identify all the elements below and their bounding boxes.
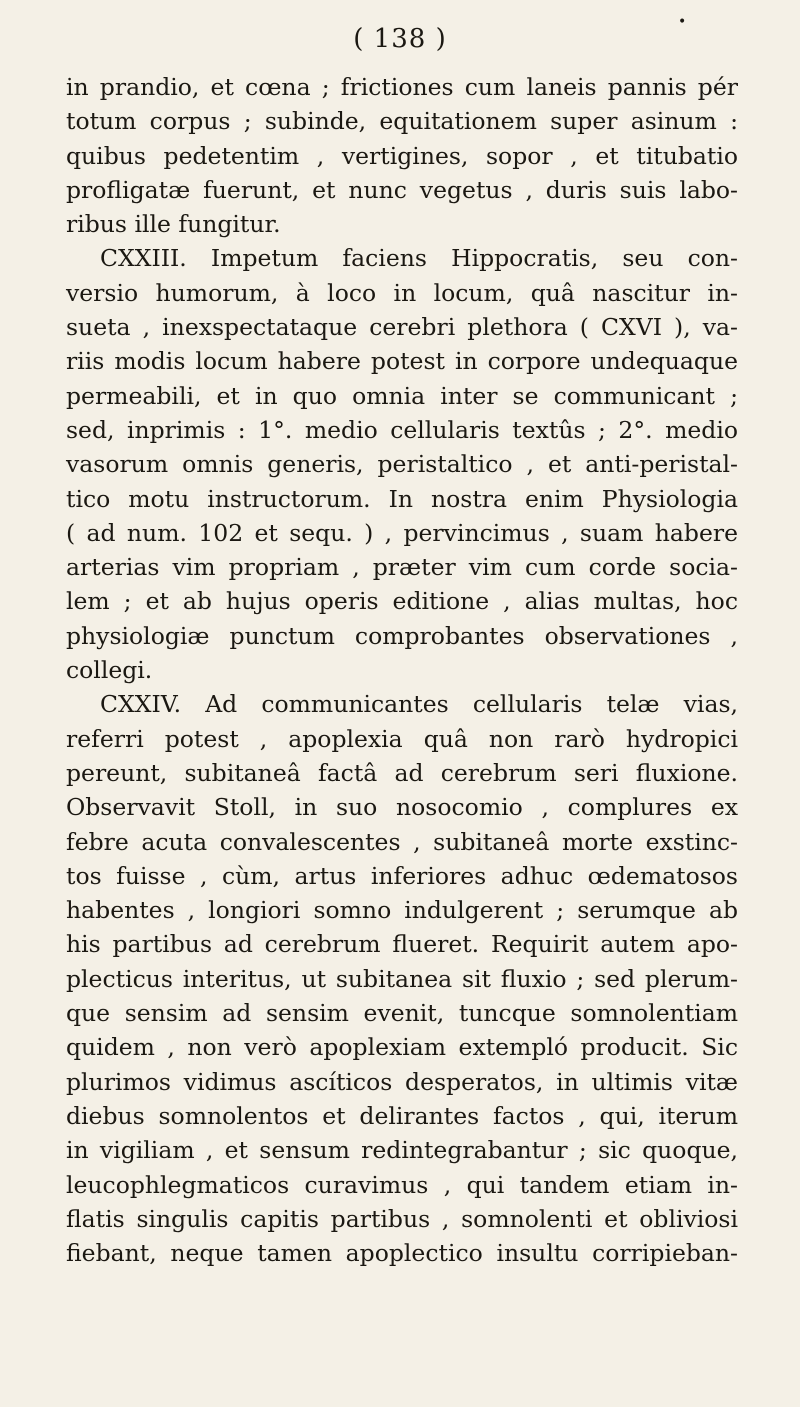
text-line: in prandio, et cœna ; frictiones cum laneis pannis pér [66, 73, 738, 101]
text-line: plurimos vidimus ascíticos desperatos, in ultimis vitæ [66, 1067, 738, 1096]
text-line: permeabili, et in quo omnia inter se communicant ; [66, 381, 738, 410]
text-line: arterias vim propriam , præter vim cum corde socia- [66, 553, 738, 582]
text-line: fiebant, neque tamen apoplectico insultu corripieban- [66, 1239, 738, 1268]
text-line: diebus somnolentos et delirantes factos , qui, iterum [66, 1101, 738, 1130]
text-line: tos fuisse , cùm, artus inferiores adhuc œdematosos [66, 861, 738, 890]
text-line: plecticus interitus, ut subitanea sit fluxio ; sed plerum- [66, 964, 738, 993]
text-line: ( ad num. 102 et sequ. ) , pervincimus , suam habere [66, 518, 738, 547]
text-line: collegi. [66, 656, 153, 685]
text-line: que sensim ad sensim evenit, tuncque somnolentiam [66, 999, 738, 1028]
text-line: leucophlegmaticos curavimus , qui tandem etiam in- [66, 1170, 738, 1199]
page-number: ( 138 ) [353, 24, 447, 54]
text-line: profligatæ fuerunt, et nunc vegetus , duris suis labo- [66, 175, 738, 204]
text-line: versio humorum, à loco in locum, quâ nascitur in- [66, 278, 738, 307]
text-line: Observavit Stoll, in suo nosocomio , complures ex [66, 793, 738, 822]
text-line: in vigiliam , et sensum redintegrabantur ; sic quoque, [66, 1136, 738, 1165]
text-line: lem ; et ab hujus operis editione , alias multas, hoc [66, 587, 738, 616]
text-line: vasorum omnis generis, peristaltico , et anti-peristal- [66, 450, 738, 479]
corner-mark: • [678, 14, 687, 30]
text-line: pereunt, subitaneâ factâ ad cerebrum seri fluxione. [66, 758, 738, 787]
text-line: flatis singulis capitis partibus , somnolenti et obliviosi [66, 1204, 738, 1233]
text-line: totum corpus ; subinde, equitationem super asinum : [66, 107, 738, 136]
text-line: sed, inprimis : 1°. medio cellularis textûs ; 2°. medio [66, 415, 738, 444]
text-line: referri potest , apoplexia quâ non rarò hydropici [66, 724, 738, 753]
text-line: riis modis locum habere potest in corpore undequaque [66, 347, 738, 376]
text-line: tico motu instructorum. In nostra enim Physiologia [66, 484, 738, 513]
text-line: sueta , inexspectataque cerebri plethora ( CXVI ), va- [66, 313, 738, 342]
body-text [66, 70, 738, 1270]
text-line: ribus ille fungitur. [66, 210, 281, 239]
paragraph-start-cxxiv: CXXIV. Ad communicantes cellularis telæ vias, [100, 690, 738, 719]
paragraph-start-cxxiii: CXXIII. Impetum faciens Hippocratis, seu con- [100, 244, 738, 273]
text-line: habentes , longiori somno indulgerent ; serumque ab [66, 896, 738, 925]
text-line: quibus pedetentim , vertigines, sopor , et titubatio [66, 141, 738, 170]
text-line: quidem , non verò apoplexiam extempló producit. Sic [66, 1033, 738, 1062]
text-line: febre acuta convalescentes , subitaneâ morte exstinc- [66, 827, 738, 856]
text-line: physiologiæ punctum comprobantes observationes , [66, 621, 738, 650]
text-line: his partibus ad cerebrum flueret. Requirit autem apo- [66, 930, 738, 959]
